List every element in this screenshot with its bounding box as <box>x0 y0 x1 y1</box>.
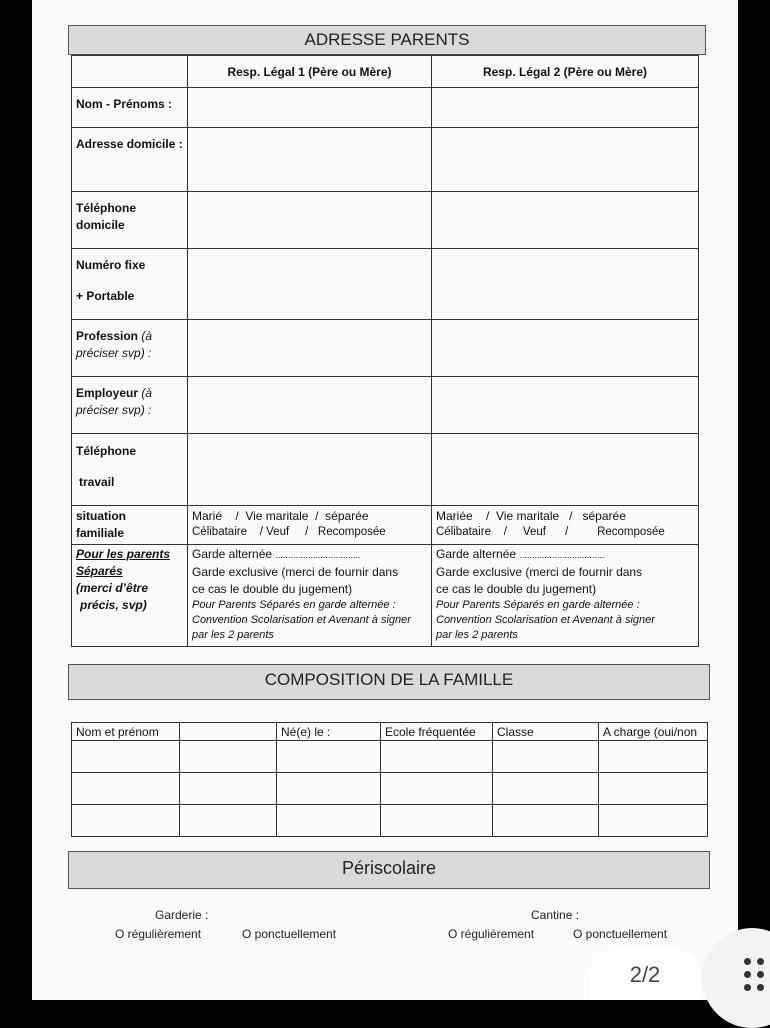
form-field[interactable] <box>277 773 381 805</box>
form-field[interactable] <box>432 88 699 128</box>
section-title: COMPOSITION DE LA FAMILLE <box>264 670 514 689</box>
custody-options[interactable]: Garde alternée .................................. Garde exclusive (merci de fournir dans ce cas le double du jugement) Pour Parents Séparés en garde alternée : Convention Scolarisation et Avenant à signer par les 2 parents <box>432 545 699 647</box>
grid-menu-icon[interactable] <box>744 958 766 992</box>
table-row <box>72 805 708 837</box>
row-label: Pour les parents Séparés (merci d’être précis, svp) <box>72 545 188 647</box>
column-header: Ecole fréquentée <box>381 723 493 741</box>
form-field[interactable] <box>599 805 708 837</box>
form-field[interactable] <box>188 377 432 434</box>
form-field[interactable] <box>381 773 493 805</box>
cantine-option-occasional[interactable]: O ponctuellement <box>573 927 668 941</box>
section-header-periscolaire <box>68 851 710 889</box>
form-field[interactable] <box>277 805 381 837</box>
column-header: Né(e) le : <box>277 723 381 741</box>
form-field[interactable] <box>599 741 708 773</box>
section-title: Périscolaire <box>341 858 437 878</box>
form-field[interactable] <box>188 128 432 192</box>
form-field[interactable] <box>188 434 432 506</box>
family-table <box>71 722 708 837</box>
row-label: Adresse domicile : <box>72 128 188 192</box>
table-row <box>72 741 708 773</box>
form-field[interactable] <box>180 805 277 837</box>
situation-options[interactable]: Marié / Vie maritale / séparée Célibataire / Veuf / Recomposée <box>188 506 432 545</box>
form-field[interactable] <box>72 805 180 837</box>
row-label: Téléphone domicile <box>72 192 188 249</box>
table-row <box>72 773 708 805</box>
table-row <box>72 320 699 377</box>
section-header-parents <box>68 25 706 55</box>
row-label: situation familiale <box>72 506 188 545</box>
cantine-label: Cantine : <box>531 908 580 922</box>
row-label: Téléphone travail <box>72 434 188 506</box>
form-field[interactable] <box>493 805 599 837</box>
table-row <box>72 377 699 434</box>
form-field[interactable] <box>188 249 432 320</box>
form-field[interactable] <box>188 192 432 249</box>
form-field[interactable] <box>381 805 493 837</box>
column-header: Resp. Légal 2 (Père ou Mère) <box>432 56 699 88</box>
custody-options[interactable]: Garde alternée .................................. Garde exclusive (merci de fournir dans ce cas le double du jugement) Pour Parents Séparés en garde alternée : Convention Scolarisation et Avenant à signer par les 2 parents <box>188 545 432 647</box>
form-field[interactable] <box>180 773 277 805</box>
form-field[interactable] <box>188 88 432 128</box>
form-field[interactable] <box>432 434 699 506</box>
form-field[interactable] <box>180 741 277 773</box>
table-header-row <box>72 723 708 741</box>
row-label: Nom - Prénoms : <box>72 88 188 128</box>
section-title: ADRESSE PARENTS <box>304 30 470 49</box>
garderie-option-regular[interactable]: O régulièrement <box>115 927 202 941</box>
table-header-row <box>72 56 699 88</box>
form-field[interactable] <box>493 741 599 773</box>
form-field[interactable] <box>432 128 699 192</box>
column-header: Nom et prénom <box>72 723 180 741</box>
form-field[interactable] <box>599 773 708 805</box>
situation-options[interactable]: Mariée / Vie maritale / séparée Célibataire / Veuf / Recomposée <box>432 506 699 545</box>
section-header-family <box>68 664 710 700</box>
form-field[interactable] <box>432 320 699 377</box>
garderie-label: Garderie : <box>155 908 209 922</box>
table-row <box>72 249 699 320</box>
form-field[interactable] <box>432 192 699 249</box>
form-field[interactable] <box>188 320 432 377</box>
column-header: Resp. Légal 1 (Père ou Mère) <box>188 56 432 88</box>
table-row <box>72 88 699 128</box>
form-field[interactable] <box>432 377 699 434</box>
form-field[interactable] <box>277 741 381 773</box>
table-row <box>72 545 699 647</box>
form-field[interactable] <box>381 741 493 773</box>
table-row <box>72 128 699 192</box>
column-header: A charge (oui/non <box>599 723 708 741</box>
form-field[interactable] <box>493 773 599 805</box>
column-header <box>180 723 277 741</box>
form-field[interactable] <box>72 741 180 773</box>
form-field[interactable] <box>72 773 180 805</box>
parents-table <box>71 55 699 647</box>
garderie-option-occasional[interactable]: O ponctuellement <box>242 927 337 941</box>
table-row <box>72 434 699 506</box>
column-header: Classe <box>493 723 599 741</box>
page-indicator: 2/2 <box>590 950 700 1000</box>
table-row <box>72 506 699 545</box>
table-row <box>72 192 699 249</box>
row-label: Numéro fixe + Portable <box>72 249 188 320</box>
row-label: Profession (à préciser svp) : <box>72 320 188 377</box>
form-field[interactable] <box>432 249 699 320</box>
cantine-option-regular[interactable]: O régulièrement <box>448 927 535 941</box>
row-label: Employeur (à préciser svp) : <box>72 377 188 434</box>
